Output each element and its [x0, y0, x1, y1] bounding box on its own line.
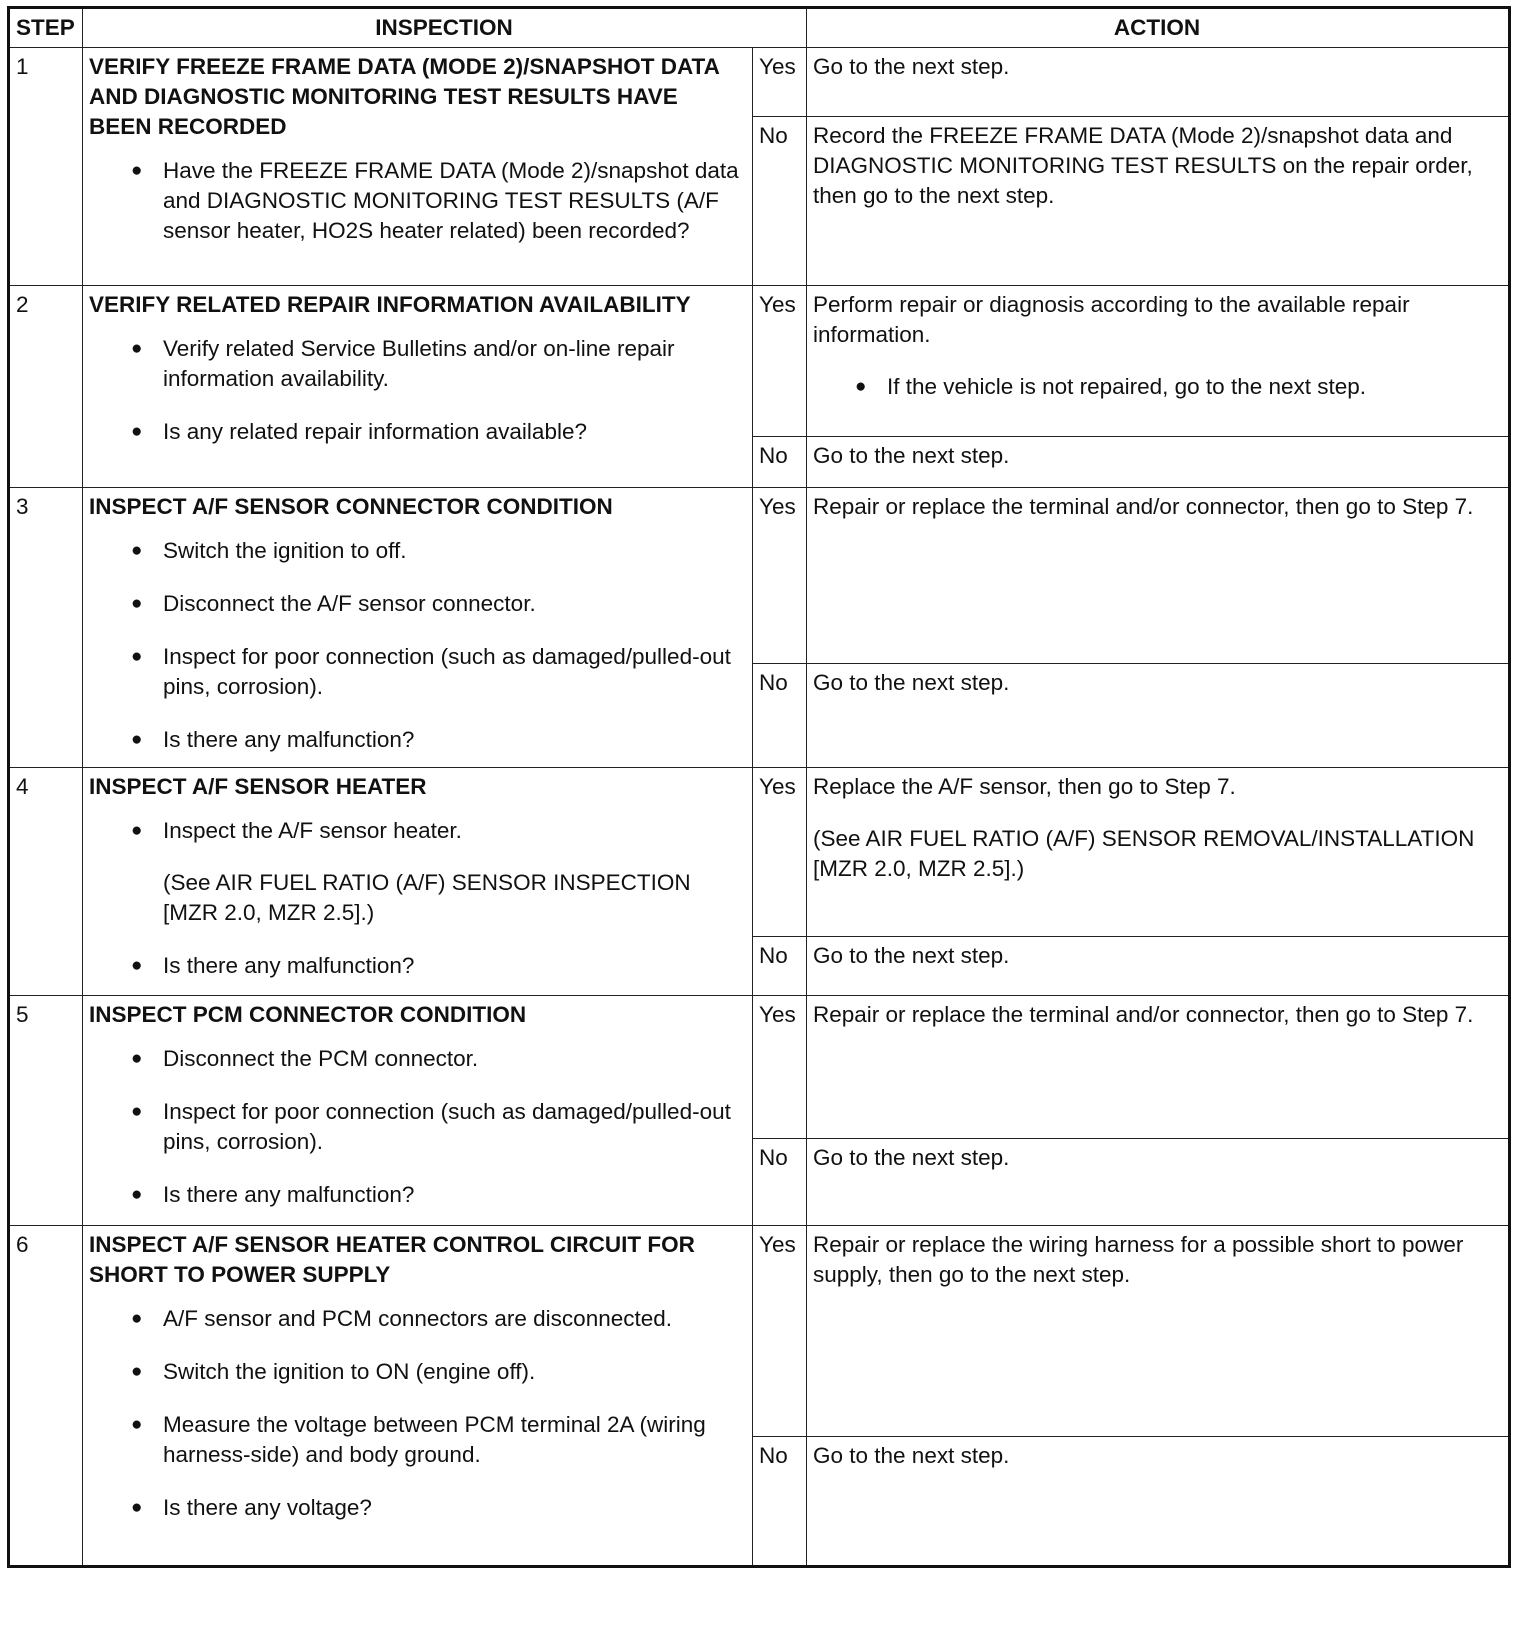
inspection-bullet: ● Measure the voltage between PCM terminal 2A (wiring harness-side) and body ground.: [89, 1410, 745, 1470]
table-row: [9, 286, 1510, 437]
no-label: No: [753, 437, 807, 488]
inspection-bullet: ● Disconnect the A/F sensor connector.: [89, 589, 745, 619]
yes-action: Replace the A/F sensor, then go to Step 7.: [813, 774, 1236, 799]
no-label: No: [753, 1139, 807, 1226]
inspection-bullet: ● Is there any malfunction?: [89, 951, 745, 981]
step-number: 2: [9, 286, 83, 488]
inspection-bullet: ● Inspect for poor connection (such as damaged/pulled-out pins, corrosion).: [89, 1097, 745, 1157]
header-action: ACTION: [807, 8, 1510, 48]
yes-action-cell: [807, 286, 1510, 437]
yes-action-bullet: ● If the vehicle is not repaired, go to the next step.: [813, 372, 1501, 402]
inspection-title: INSPECT PCM CONNECTOR CONDITION: [89, 1002, 527, 1027]
yes-label: Yes: [753, 996, 807, 1139]
inspection-bullet: ● Is any related repair information available?: [89, 417, 745, 447]
inspection-bullets: [89, 816, 745, 981]
header-step: STEP: [9, 8, 83, 48]
inspection-cell: [83, 488, 753, 768]
no-action: Go to the next step.: [807, 664, 1510, 768]
yes-label: Yes: [753, 286, 807, 437]
inspection-cell: [83, 286, 753, 488]
inspection-bullets: [89, 156, 745, 246]
inspection-bullet: ● Inspect for poor connection (such as damaged/pulled-out pins, corrosion).: [89, 642, 745, 702]
step-number: 6: [9, 1226, 83, 1567]
inspection-bullet: ● Is there any voltage?: [89, 1493, 745, 1523]
inspection-bullet: ● Switch the ignition to off.: [89, 536, 745, 566]
step-number: 3: [9, 488, 83, 768]
inspection-bullet: ● Switch the ignition to ON (engine off).: [89, 1357, 745, 1387]
inspection-bullet: ● Verify related Service Bulletins and/or on-line repair information availability.: [89, 334, 745, 394]
step-number: 1: [9, 48, 83, 286]
yes-action-note: (See AIR FUEL RATIO (A/F) SENSOR REMOVAL/INSTALLATION [MZR 2.0, MZR 2.5].): [813, 826, 1475, 881]
yes-action: Repair or replace the terminal and/or connector, then go to Step 7.: [807, 488, 1510, 664]
no-action: Go to the next step.: [807, 1437, 1510, 1567]
inspection-bullets: [89, 536, 745, 755]
yes-label: Yes: [753, 768, 807, 937]
no-label: No: [753, 117, 807, 286]
yes-action: Repair or replace the terminal and/or connector, then go to Step 7.: [807, 996, 1510, 1139]
table-row: [9, 488, 1510, 664]
step-number: 5: [9, 996, 83, 1226]
step-number: 4: [9, 768, 83, 996]
inspection-title: INSPECT A/F SENSOR HEATER: [89, 774, 427, 799]
no-label: No: [753, 1437, 807, 1567]
yes-action: Repair or replace the wiring harness for a possible short to power supply, then go to the next step.: [807, 1226, 1510, 1437]
yes-action: Go to the next step.: [807, 48, 1510, 117]
inspection-bullets: [89, 1304, 745, 1523]
inspection-bullet: [89, 816, 745, 928]
no-label: No: [753, 664, 807, 768]
inspection-bullet: ● Is there any malfunction?: [89, 1180, 745, 1210]
inspection-bullets: [89, 334, 745, 447]
yes-action: Perform repair or diagnosis according to the available repair information.: [813, 292, 1410, 347]
table-header-row: [9, 8, 1510, 48]
inspection-bullet-text: Inspect the A/F sensor heater.: [163, 818, 462, 843]
yes-action-cell: [807, 768, 1510, 937]
yes-label: Yes: [753, 48, 807, 117]
inspection-bullet-note: (See AIR FUEL RATIO (A/F) SENSOR INSPECTION [MZR 2.0, MZR 2.5].): [163, 870, 691, 925]
inspection-title: INSPECT A/F SENSOR CONNECTOR CONDITION: [89, 494, 613, 519]
inspection-bullet: ● Have the FREEZE FRAME DATA (Mode 2)/snapshot data and DIAGNOSTIC MONITORING TEST RESULTS (A/F sensor heater, HO2S heater related) been recorded?: [89, 156, 745, 246]
inspection-bullet: ● Is there any malfunction?: [89, 725, 745, 755]
inspection-title: VERIFY RELATED REPAIR INFORMATION AVAILABILITY: [89, 292, 691, 317]
inspection-bullets: [89, 1044, 745, 1210]
inspection-bullet: ● A/F sensor and PCM connectors are disconnected.: [89, 1304, 745, 1334]
yes-label: Yes: [753, 1226, 807, 1437]
inspection-cell: [83, 996, 753, 1226]
table-row: [9, 48, 1510, 117]
inspection-cell: [83, 768, 753, 996]
no-label: No: [753, 937, 807, 996]
table-row: [9, 768, 1510, 937]
no-action: Go to the next step.: [807, 437, 1510, 488]
no-action: Go to the next step.: [807, 937, 1510, 996]
header-inspection: INSPECTION: [83, 8, 807, 48]
inspection-cell: [83, 48, 753, 286]
table-row: [9, 1226, 1510, 1437]
diagnostic-table: [7, 6, 1511, 1568]
no-action: Go to the next step.: [807, 1139, 1510, 1226]
inspection-title: VERIFY FREEZE FRAME DATA (MODE 2)/SNAPSHOT DATA AND DIAGNOSTIC MONITORING TEST RESULTS HAVE BEEN RECORDED: [89, 54, 720, 139]
table-row: [9, 996, 1510, 1139]
inspection-bullet: ● Disconnect the PCM connector.: [89, 1044, 745, 1074]
no-action: Record the FREEZE FRAME DATA (Mode 2)/snapshot data and DIAGNOSTIC MONITORING TEST RESULTS on the repair order, then go to the next step.: [807, 117, 1510, 286]
yes-label: Yes: [753, 488, 807, 664]
inspection-cell: [83, 1226, 753, 1567]
inspection-title: INSPECT A/F SENSOR HEATER CONTROL CIRCUIT FOR SHORT TO POWER SUPPLY: [89, 1232, 695, 1287]
